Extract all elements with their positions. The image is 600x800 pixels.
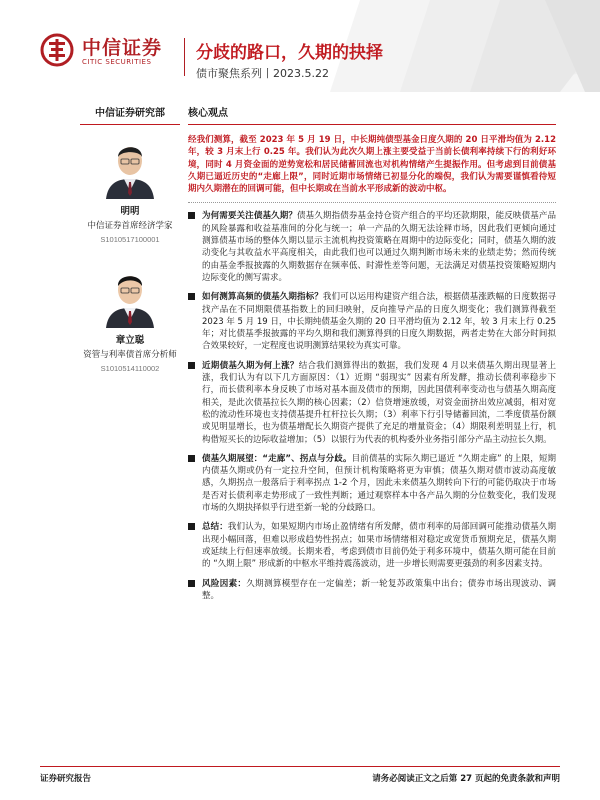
report-title: 分歧的路口，久期的抉择 (196, 43, 383, 63)
analyst-photo-avatar (102, 264, 158, 328)
section-why-rising (188, 360, 556, 446)
section-heading: 如何测算高频的债基久期指标？ (202, 292, 323, 303)
section-body: 我们认为，如果短期内市场止盈情绪有所发酵，债市利率的局部回调可能推动债基久期出现小幅回落，但难以形成趋势性拐点；如果市场情绪相对稳定或宽货币预期充足，债基久期或延续上行但速率放缓。长期来看，考虑到债市目前仍处于利多环境中，债基久期可能在目前的 “久期上限” 形成新的中枢水平维持震荡波动，进一步增长则需要更强劲的利多因素支持。 (202, 522, 556, 570)
section-heading: 近期债基久期为何上涨？ (202, 360, 299, 371)
company-logo (40, 33, 180, 73)
company-name-cn: 中信证券 (82, 37, 163, 59)
core-views-column (188, 104, 556, 602)
footer-report-type: 证券研究报告 (40, 774, 92, 784)
footer-disclaimer-note: 请务必阅读正文之后第 27 页起的免责条款和声明 (372, 774, 560, 784)
section-risk-factors (188, 578, 556, 603)
report-header (0, 0, 600, 92)
analyst-license-id: S1010517100001 (100, 235, 160, 244)
report-series-date: 债市聚焦系列丨2023.5.22 (196, 67, 329, 80)
analyst-photo-avatar (102, 135, 158, 199)
square-bullet-icon (188, 455, 195, 462)
section-body: 久期测算模型存在一定偏差；新一轮复苏政策集中出台；债券市场出现波动、调整。 (202, 578, 556, 601)
section-conclusion (188, 521, 556, 570)
square-bullet-icon (188, 523, 195, 530)
section-body: 我们可以运用构建资产组合法，根据债基涨跌幅的日度数据寻找产品在不同期限债基指数上的回归映射，反向推导产品的日度久期变化；我们测算得截至 2023 年 5 月 19 日，中长期纯债基金久期的 20 日平滑均值为 2.12 年，较 3 月末上行 0.25 年；对比债基季报披露的平均久期和我们测算得到的日度久期数据，两者走势在大部分时间拟合效果较好，一定程度也说明测算结果较为真实可靠。 (202, 292, 556, 352)
section-why-duration (188, 210, 556, 284)
citic-logo-icon (40, 33, 74, 67)
square-bullet-icon (188, 212, 195, 219)
analyst-column (80, 104, 180, 373)
research-dept-heading: 中信证券研究部 (80, 104, 180, 125)
section-outlook (188, 453, 556, 514)
section-heading: 为何需要关注债基久期？ (202, 211, 298, 222)
analyst-name: 明明 (120, 206, 140, 217)
core-views-heading: 核心观点 (188, 104, 556, 125)
square-bullet-icon (188, 362, 195, 369)
section-how-measure (188, 291, 556, 352)
analyst-card (80, 264, 180, 373)
square-bullet-icon (188, 293, 195, 300)
summary-divider (188, 202, 556, 203)
section-heading: 总结： (202, 522, 228, 533)
summary-paragraph: 经我们测算，截至 2023 年 5 月 19 日，中长期纯债型基金日度久期的 20 日平滑均值为 2.12 年，较 3 月末上行 0.25 年。我们认为此次久期上涨主要受益于当前长债利率持续下行的利好环境，同时 4 月资金面的逆势宽松和居民储蓄回流也对机构情绪产生提振作用。但考虑到目前债基久期已逼近历史的“走廊上限”，同时近期市场情绪已初显分化的端倪，我们认为需要谨慎看待短期内久期潜在的回调可能，但中长期或在当前水平形成新的波动中枢。 (188, 135, 556, 195)
title-divider (184, 38, 185, 76)
page-footer (40, 766, 560, 786)
analyst-license-id: S1010514110002 (100, 364, 160, 373)
analyst-title: 资管与利率债首席分析师 (83, 350, 177, 360)
analyst-card (80, 135, 180, 244)
section-heading: 债基久期展望：“走廊”、拐点与分歧。 (202, 453, 352, 464)
analyst-name: 章立聪 (115, 335, 145, 346)
section-heading: 风险因素： (202, 578, 247, 589)
section-body: 结合我们测算得出的数据，我们发现 4 月以来债基久期出现显著上涨，我们认为有以下几方面原因：（1）近期 “弱现实” 因素有所发酵，推动长债利率稳步下行，而长债利率本身反映了市场对基本面及债市的预期，因此国债利率变动也与债基久期高度相关，是此次债基拉长久期的核心因素；（2）信贷增速放缓，对资金面挤出效应减弱，相对宽松的流动性环境也支持债基提升杠杆拉长久期；（3）利率下行引导储蓄回流，二季度债基份额或见明显增长，也为债基增配长久期资产提供了充足的增量资金；（4）期限利差明显上行，机构借短买长的边际收益增加；（5）以银行为代表的机构委外业务指引部分产品主动拉长久期。 (202, 360, 556, 445)
section-body: 债基久期指债券基金持仓资产组合的平均还款期限，能反映债基产品的风险暴露和收益基准间的分化与统一；单一产品的久期无法诠释市场，因此我们更倾向通过测算债基市场的整体久期以显示主流机构投资策略在周期中的边际变化；同时，债基久期的波动变化与其收益水平高度相关，由此我们也可以通过久期判断市场未来的业绩走势；然而传统的由基金季报披露的久期数据存在频率低、时滞性差等问题，无法满足对债基投资策略短期内边际变化的侧写需求。 (202, 211, 556, 283)
company-name-en: CITIC SECURITIES (82, 58, 152, 66)
section-body: 目前债基的实际久期已逼近 “久期走廊” 的上限，短期内债基久期或仍有一定拉升空间，但预计机构策略将更为审慎；债基久期对债市波动高度敏感，久期拐点一般落后于利率拐点 1-2 个月，因此未来债基久期转向下行的可能仍取决于市场是否对长债利率走势形成了一致性判断；通过观察样本中各产品久期的分位数变化，我们发现市场的久期抉择似乎行进至新一轮的分歧路口。 (202, 453, 556, 514)
square-bullet-icon (188, 580, 195, 587)
analyst-title: 中信证券首席经济学家 (87, 221, 173, 231)
